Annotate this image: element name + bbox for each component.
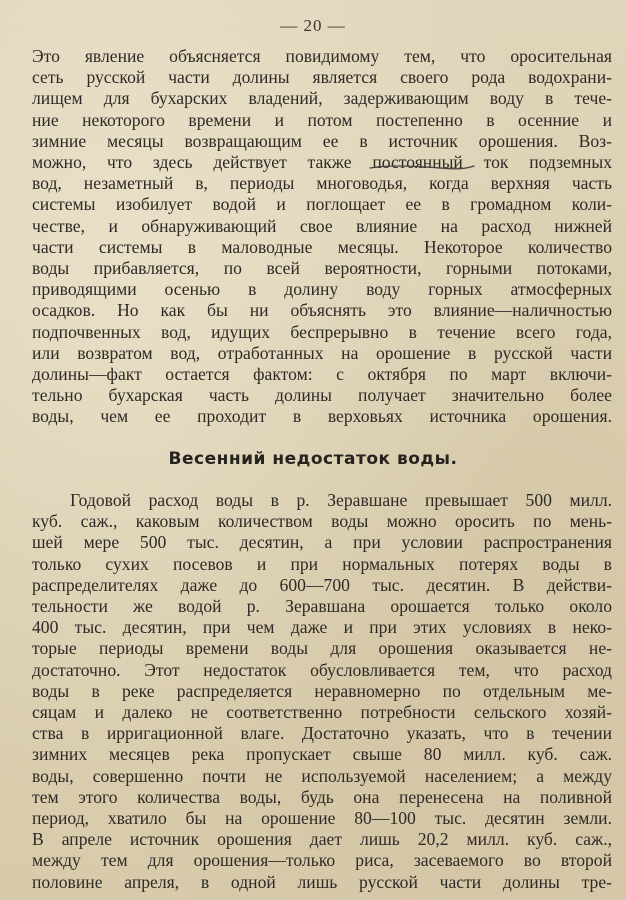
text-line: Это явление объясняется повидимому тем, что оросительная [32, 46, 612, 66]
text-line: тельности же водой р. Зеравшана орошается только около [32, 596, 612, 617]
paragraph-spring-shortage [32, 490, 612, 893]
text-line: тем этого количества воды, будь она перенесена на поливной [32, 786, 612, 807]
text-line: подпочвенных вод, идущих беспрерывно в течение всего года, [32, 321, 612, 342]
text-line: период, хватило бы на орошение 80—100 тыс. десятин земли. [32, 808, 612, 829]
text-line: воды, совершенно почти не используемой населением; а между [32, 765, 612, 786]
text-line: только сухих посевов и при нормальных потерях воды в [32, 553, 612, 574]
text-line: В апреле источник орошения дает лишь 20,2 милл. куб. саж., [32, 829, 612, 850]
text-line: части системы в маловодные месяцы. Некоторое количество [32, 236, 612, 257]
text-line: вод, незаметный в, периоды многоводья, когда верхняя часть [32, 173, 612, 194]
text-line: или возвратом вод, отработанных на орошение в русской части [32, 342, 612, 363]
text-line: сяцам и далеко не соответственно потребности сельского хозяй- [32, 702, 612, 723]
text-line: тельно бухарская часть долины получает значительно более [32, 385, 612, 406]
text-line: шей мере 500 тыс. десятин, а при условии распространения [32, 532, 612, 553]
text-line: куб. саж., каковым количеством воды можно оросить по мень- [32, 511, 612, 532]
paragraph-groundwater [32, 46, 612, 428]
text-line: честве, и обнаруживающий свое влияние на расход нижней [32, 215, 612, 236]
text-line: сеть русской части долины является своего рода водохрани- [32, 67, 612, 88]
text-line: торые периоды времени воды для орошения оказывается не- [32, 638, 612, 659]
page-number: — 20 — [280, 16, 346, 35]
text-line: осадков. Но как бы ни объяснять это влияние—наличностью [32, 300, 612, 321]
text-line: системы изобилует водой и поглощает ее в громадном коли- [32, 194, 612, 215]
text-line: распределителях даже до 600—700 тыс. десятин. В действи- [32, 574, 612, 595]
text-line: достаточно. Этот недостаток обусловливается тем, что расход [32, 659, 612, 680]
text-line: приводящими осенью в долину воду горных атмосферных [32, 279, 612, 300]
text-line: лищем для бухарских владений, задерживающим воду в тече- [32, 88, 612, 109]
text-line: половине апреля, в одной лишь русской части долины тре- [32, 871, 612, 892]
text-line: воды в реке распределяется неравномерно по отдельным ме- [32, 680, 612, 701]
text-line: воды, чем ее проходит в верховьях источника орошения. [32, 406, 612, 427]
text-line: зимние месяцы возвращающим ее в источник орошения. Воз- [32, 130, 612, 151]
text-line: воды прибавляется, по всей вероятности, горными потоками, [32, 258, 612, 279]
text-line: Годовой расход воды в р. Зеравшане превышает 500 милл. [70, 490, 612, 510]
text-line: 400 тыс. десятин, при чем даже и при этих условиях в неко- [32, 617, 612, 638]
section-heading: Весенний недостаток воды. [168, 449, 458, 469]
text-line: долины—факт остается фактом: с октября по март включи- [32, 364, 612, 385]
text-line: зимних месяцев река пропускает свыше 80 милл. куб. саж. [32, 744, 612, 765]
text-line: ства в ирригационной влаге. Достаточно указать, что в течении [32, 723, 612, 744]
text-line: ние некоторого времени и потом постепенно в осенние и [32, 109, 612, 130]
text-line: между тем для орошения—только риса, засеваемого во второй [32, 850, 612, 871]
text-line: можно, что здесь действует также постоянный ток подземных [32, 152, 612, 173]
